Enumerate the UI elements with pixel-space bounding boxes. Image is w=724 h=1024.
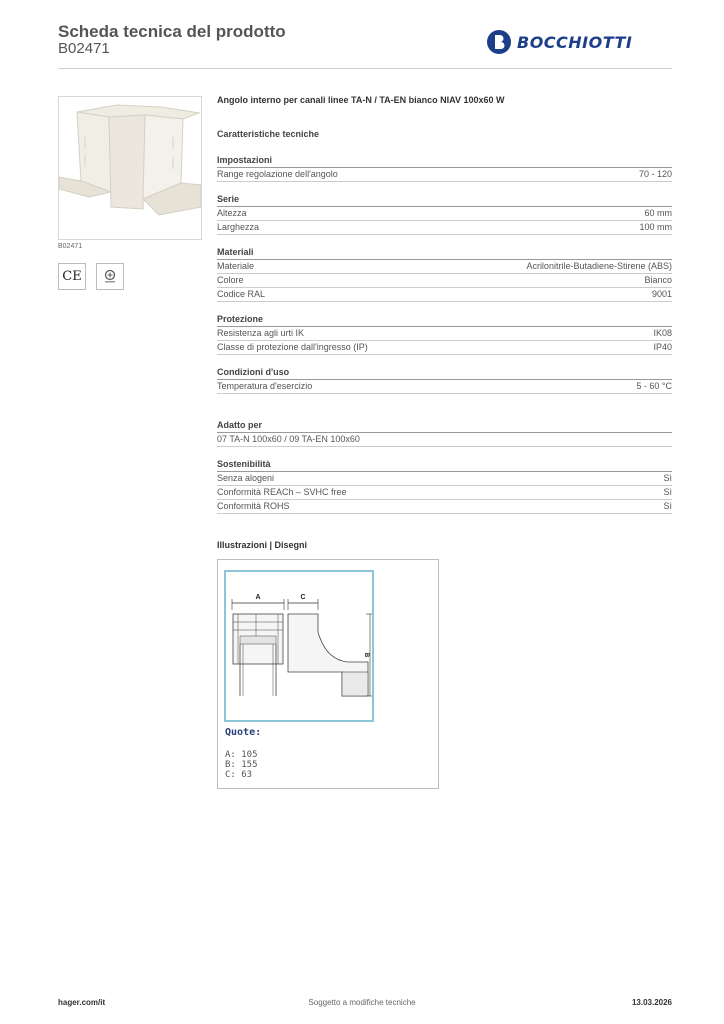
section-title: Protezione	[217, 312, 672, 327]
certification-icon	[96, 263, 124, 290]
spec-label: Conformità REACh – SVHC free	[217, 487, 347, 497]
dim-label-a: A	[255, 594, 261, 601]
specs-heading: Caratteristiche tecniche	[217, 129, 320, 139]
illustrations-heading: Illustrazioni | Disegni	[217, 540, 308, 550]
spec-label: Classe di protezione dall'ingresso (IP)	[217, 342, 368, 352]
technical-specs	[217, 95, 672, 514]
spec-label: Larghezza	[217, 222, 260, 232]
spec-label: Materiale	[217, 261, 255, 271]
quote-list	[225, 750, 258, 780]
spec-row	[217, 327, 672, 341]
spec-value: Sì	[663, 501, 672, 511]
photo-caption: B02471	[58, 243, 83, 250]
logo-wordmark: BOCCHIOTTI	[517, 32, 633, 52]
spec-row	[217, 168, 672, 182]
spec-value: 70 - 120	[638, 169, 672, 179]
spec-row	[217, 486, 672, 500]
spec-label: Senza alogeni	[217, 473, 275, 483]
spec-label: 07 TA-N 100x60 / 09 TA-EN 100x60	[217, 434, 360, 444]
spec-value: IK08	[653, 328, 672, 338]
section-impostazioni	[217, 153, 672, 182]
footer-date: 13.03.2026	[631, 998, 672, 1007]
product-image	[58, 96, 202, 240]
spec-row	[217, 260, 672, 274]
spec-label: Range regolazione dell'angolo	[217, 169, 338, 179]
spec-value: 9001	[651, 289, 672, 299]
spec-row	[217, 274, 672, 288]
section-title: Impostazioni	[217, 153, 672, 168]
spec-label: Temperatura d'esercizio	[217, 381, 313, 391]
spec-row	[217, 433, 672, 447]
technical-drawing	[224, 570, 374, 722]
spec-label: Altezza	[217, 208, 247, 218]
dim-label-b: B	[363, 652, 369, 658]
spec-row	[217, 207, 672, 221]
section-title: Condizioni d'uso	[217, 365, 672, 380]
section-title: Serie	[217, 192, 672, 207]
quote-b: B: 155	[225, 760, 258, 770]
section-title: Adatto per	[217, 418, 672, 433]
spec-value: Sì	[663, 487, 672, 497]
section-sostenibilita	[217, 457, 672, 514]
spec-value: Bianco	[644, 275, 672, 285]
spec-value: 5 - 60 °C	[636, 381, 672, 391]
quote-a: A: 105	[225, 750, 258, 760]
section-condizioni-uso	[217, 365, 672, 394]
section-serie	[217, 192, 672, 235]
header-divider	[58, 68, 672, 69]
product-code: B02471	[58, 40, 110, 57]
spec-row	[217, 341, 672, 355]
section-adatto-per	[217, 418, 672, 447]
quote-title: Quote:	[225, 727, 262, 738]
product-description: Angolo interno per canali linee TA-N / TA-EN bianco NIAV 100x60 W	[217, 95, 505, 105]
spec-value: Acrilonitrile-Butadiene-Stirene (ABS)	[526, 261, 672, 271]
section-materiali	[217, 245, 672, 302]
section-title: Materiali	[217, 245, 672, 260]
section-protezione	[217, 312, 672, 355]
technical-drawing-box	[217, 559, 439, 789]
spec-value: 60 mm	[644, 208, 672, 218]
spec-value: Sì	[663, 473, 672, 483]
dim-label-c: C	[300, 594, 306, 601]
bocchiotti-logo	[486, 29, 632, 55]
spec-row	[217, 380, 672, 394]
spec-row	[217, 472, 672, 486]
angle-fitting-illustration	[59, 97, 201, 239]
spec-label: Colore	[217, 275, 244, 285]
page-title: Scheda tecnica del prodotto	[58, 22, 286, 41]
footer-website-link[interactable]: hager.com/it	[58, 998, 106, 1007]
section-title: Sostenibilità	[217, 457, 672, 472]
footer-disclaimer: Soggetto a modifiche tecniche	[308, 998, 416, 1007]
spec-label: Conformità ROHS	[217, 501, 290, 511]
spec-value: 100 mm	[639, 222, 672, 232]
bocchiotti-logo-icon	[486, 29, 512, 55]
spec-value: IP40	[653, 342, 672, 352]
spec-row	[217, 500, 672, 514]
ce-mark-icon: CE	[58, 263, 86, 290]
spec-row	[217, 221, 672, 235]
spec-label: Codice RAL	[217, 289, 266, 299]
spec-label: Resistenza agli urti IK	[217, 328, 305, 338]
spec-row	[217, 288, 672, 302]
quote-c: C: 63	[225, 770, 253, 780]
